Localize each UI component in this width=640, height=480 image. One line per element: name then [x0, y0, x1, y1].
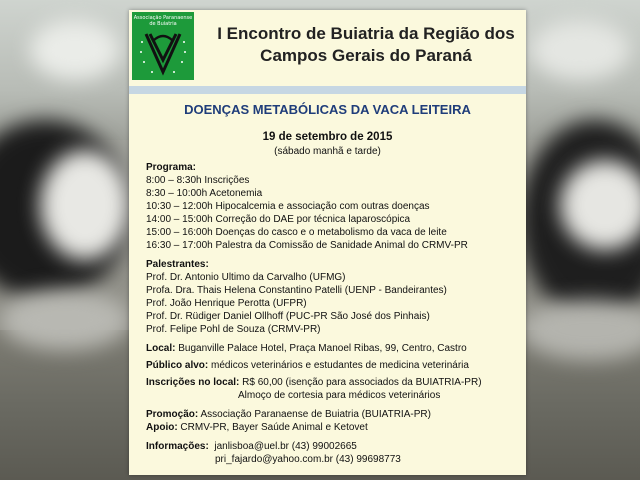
- audience-value: médicos veterinários e estudantes de medicina veterinária: [208, 360, 469, 371]
- program-item: 16:30 – 17:00h Palestra da Comissão de Sanidade Animal do CRMV-PR: [146, 240, 468, 251]
- registration-note: Almoço de cortesia para médicos veterinários: [238, 390, 441, 401]
- audience-label: Público alvo:: [146, 360, 209, 371]
- local-row: [146, 342, 521, 355]
- registration-row: [146, 376, 521, 389]
- info-contact-2: pri_fajardo@yahoo.com.br (43) 99698773: [215, 454, 401, 465]
- local-value: Buganville Palace Hotel, Praça Manoel Ribas, 99, Centro, Castro: [175, 343, 467, 354]
- support-row: [146, 421, 521, 434]
- event-flyer: [129, 10, 526, 475]
- info-label: Informações:: [146, 441, 209, 452]
- local-label: Local:: [146, 343, 176, 354]
- event-title-line2: Campos Gerais do Paraná: [260, 46, 472, 65]
- program-item: 14:00 – 15:00h Correção do DAE por técnica laparoscópica: [146, 214, 411, 225]
- event-title: [211, 23, 521, 67]
- speaker-item: Prof. Felipe Pohl de Souza (CRMV-PR): [146, 324, 321, 335]
- logo-emblem-icon: [132, 12, 194, 80]
- registration-value: R$ 60,00 (isenção para associados da BUIATRIA-PR): [239, 377, 482, 388]
- promotion-row: [146, 408, 521, 421]
- event-title-line1: I Encontro de Buiatria da Região dos: [217, 24, 515, 43]
- logo-text: Associação Paranaense de Buiatria: [133, 15, 193, 27]
- speaker-item: Prof. João Henrique Perotta (UFPR): [146, 298, 307, 309]
- info-contact-1: janlisboa@uel.br (43) 99002665: [208, 441, 357, 452]
- header-band: [129, 86, 526, 94]
- event-date: 19 de setembro de 2015: [262, 131, 393, 143]
- flyer-header: [129, 10, 526, 86]
- speaker-item: Prof. Dr. Antonio Ultimo da Carvalho (UFMG): [146, 272, 346, 283]
- promotion-label: Promoção:: [146, 409, 199, 420]
- program-item: 8:00 – 8:30h Inscrições: [146, 175, 250, 186]
- speaker-item: Profa. Dra. Thais Helena Constantino Patelli (UENP - Bandeirantes): [146, 285, 447, 296]
- program-heading: Programa:: [146, 162, 197, 173]
- audience-row: [146, 359, 521, 372]
- promotion-value: Associação Paranaense de Buiatria (BUIATRIA-PR): [198, 409, 431, 420]
- info-row: [146, 440, 521, 453]
- support-value: CRMV-PR, Bayer Saúde Animal e Ketovet: [177, 422, 368, 433]
- program-item: 8:30 – 10:00h Acetonemia: [146, 188, 263, 199]
- speaker-item: Prof. Dr. Rüdiger Daniel Ollhoff (PUC-PR São José dos Pinhais): [146, 311, 430, 322]
- registration-label: Inscrições no local:: [146, 377, 240, 388]
- flyer-body: [146, 161, 521, 466]
- program-item: 15:00 – 16:00h Doenças do casco e o metabolismo da vaca de leite: [146, 227, 447, 238]
- program-item: 10:30 – 12:00h Hipocalcemia e associação com outras doenças: [146, 201, 430, 212]
- support-label: Apoio:: [146, 422, 178, 433]
- event-subtitle: DOENÇAS METABÓLICAS DA VACA LEITEIRA: [184, 102, 471, 117]
- speakers-heading: Palestrantes:: [146, 259, 209, 270]
- association-logo: [132, 12, 194, 80]
- event-date-note: (sábado manhã e tarde): [274, 146, 381, 157]
